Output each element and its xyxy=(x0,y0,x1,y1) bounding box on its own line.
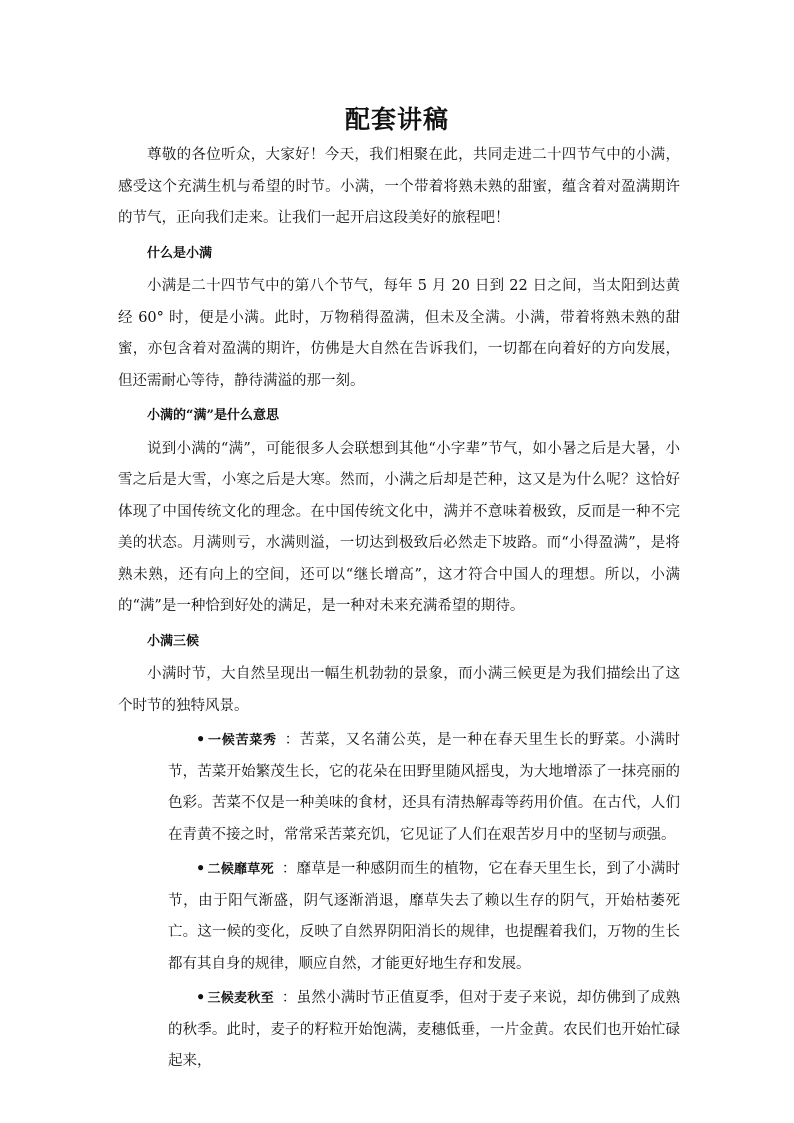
intro-paragraph: 尊敬的各位听众，大家好！今天，我们相聚在此，共同走进二十四节气中的小满，感受这个充满生机与希望的时节。小满，一个带着将熟未熟的甜蜜，蕴含着对盈满期许的节气，正向我们走来。让我们一起开启这段美好的旅程吧！ xyxy=(118,147,680,226)
bullet-dot-icon: • xyxy=(196,860,206,877)
list-item xyxy=(168,724,680,851)
document-body xyxy=(118,140,680,1078)
section-heading-three-hou: 小满三候 xyxy=(147,633,200,649)
bullet-term: 三候麦秋至 xyxy=(207,991,274,1006)
bullet-dot-icon: • xyxy=(196,731,206,748)
bullet-dot-icon: • xyxy=(196,989,206,1006)
bullet-text: ：靡草是一种感阴而生的植物，它在春天里生长，到了小满时节，由于阳气渐盛，阴气逐渐消退，靡草失去了赖以生存的阴气，开始枯萎死亡。这一候的变化，反映了自然界阴阳消长的规律，也提醒着我们，万物的生长都有其自身的规律，顺应自然，才能更好地生存和发展。 xyxy=(168,861,680,972)
bullet-text: ：虽然小满时节正值夏季，但对于麦子来说，却仿佛到了成熟的秋季。此时，麦子的籽粒开始饱满，麦穗低垂，一片金黄。农民们也开始忙碌起来， xyxy=(168,990,680,1069)
list-item xyxy=(168,853,680,980)
section-heading-what-is-xiaoman: 什么是小满 xyxy=(147,245,213,261)
document-title: 配套讲稿 xyxy=(344,105,449,134)
section-paragraph-meaning-of-man: 说到小满的“满”，可能很多人会联想到其他“小字辈”节气，如小暑之后是大暑，小雪之后是大雪，小寒之后是大寒。然而，小满之后却是芒种，这又是为什么呢？这恰好体现了中国传统文化的理念。在中国传统文化中，满并不意味着极致，反而是一种不完美的状态。月满则亏，水满则溢，一切达到极致后必然走下坡路。而“小得盈满”，是将熟未熟，还有向上的空间，还可以“继长增高”，这才符合中国人的理想。所以，小满的“满”是一种恰到好处的满足，是一种对未来充满希望的期待。 xyxy=(118,440,680,614)
bullet-term: 一候苦菜秀 xyxy=(207,733,277,748)
bullet-term: 二候靡草死 xyxy=(207,862,274,877)
section-paragraph-three-hou: 小满时节，大自然呈现出一幅生机勃勃的景象，而小满三候更是为我们描绘出了这个时节的独特风景。 xyxy=(118,666,680,714)
section-heading-meaning-of-man: 小满的“满”是什么意思 xyxy=(147,408,279,423)
three-hou-list xyxy=(118,724,680,1078)
list-item xyxy=(168,982,680,1078)
section-paragraph-what-is-xiaoman: 小满是二十四节气中的第八个节气，每年 5 月 20 日到 22 日之间，当太阳到达黄经 60° 时，便是小满。此时，万物稍得盈满，但未及全满。小满，带着将熟未熟的甜蜜，亦包含着对盈满的期许，仿佛是大自然在告诉我们，一切都在向着好的方向发展，但还需耐心等待，静待满溢的那一刻。 xyxy=(118,278,680,389)
bullet-text: ：苦菜，又名蒲公英，是一种在春天里生长的野菜。小满时节，苦菜开始繁茂生长，它的花朵在田野里随风摇曳，为大地增添了一抹亮丽的色彩。苦菜不仅是一种美味的食材，还具有清热解毒等药用价值。在古代，人们在青黄不接之时，常常采苦菜充饥，它见证了人们在艰苦岁月中的坚韧与顽强。 xyxy=(168,732,680,843)
